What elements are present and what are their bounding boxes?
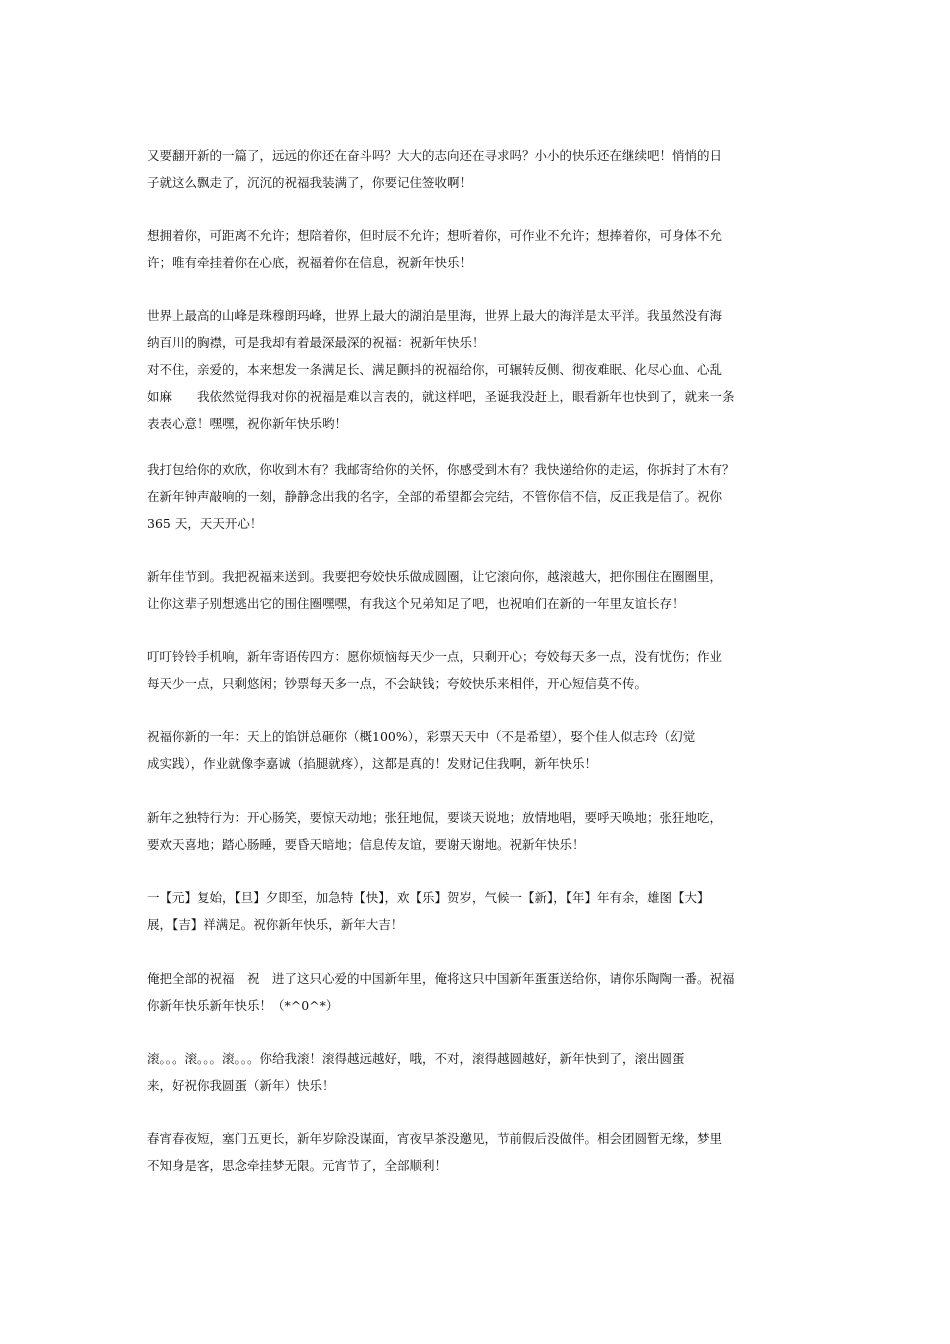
text-line: 不知身是客，思念牵挂梦无限。元宵节了，全部顺利！ xyxy=(147,1158,448,1173)
text-line: 对不住，亲爱的，本来想发一条满足长、满足颤抖的祝福给你，可辗转反侧、彻夜难眠、化尽心血、心乱 xyxy=(147,362,723,377)
paragraph-4 xyxy=(147,456,735,537)
text-line: 又要翻开新的一篇了，远远的你还在奋斗吗？大大的志向还在寻求吗？小小的快乐还在继续吧！悄悄的日 xyxy=(147,148,723,163)
text-line: 纳百川的胸襟，可是我却有着最深最深的祝福：祝新年快乐！ xyxy=(147,335,485,350)
text-line: 新年佳节到。我把祝福来送到。我要把夸姣快乐做成圆圈，让它滚向你，越滚越大，把你围住在圈圈里， xyxy=(147,569,723,584)
text-line: 365 天，天天开心！ xyxy=(147,516,263,531)
text-line: 祝福你新的一年：天上的馅饼总砸你（概100%），彩票天天中（不是希望），娶个佳人似志玲（幻觉 xyxy=(147,729,696,744)
text-line: 俺把全部的祝福 祝 进了这只心爱的中国新年里，俺将这只中国新年蛋蛋送给你，请你乐陶陶一番。祝福 xyxy=(147,971,735,986)
paragraph-6 xyxy=(147,643,722,697)
text-line: 在新年钟声敲响的一刻，静静念出我的名字，全部的希望都会完结，不管你信不信，反正我是信了。祝你 xyxy=(147,489,723,504)
paragraph-5 xyxy=(147,563,722,617)
paragraph-1 xyxy=(147,142,722,196)
text-line: 春宵春夜短，塞门五更长，新年岁除没谋面，宵夜早茶没邀见，节前假后没做伴。相会团圆暂无缘，梦里 xyxy=(147,1131,723,1146)
text-line: 我打包给你的欢欣，你收到木有？我邮寄给你的关怀，你感受到木有？我快递给你的走运，你拆封了木有？ xyxy=(147,462,735,477)
text-line: 新年之独特行为：开心肠笑，要惊天动地；张狂地侃，要谈天说地；放情地唱，要呼天唤地；张狂地吃， xyxy=(147,810,723,825)
text-line: 你新年快乐新年快乐！（*^0^*） xyxy=(147,998,339,1013)
text-line: 如麻 我依然觉得我对你的祝福是难以言表的，就这样吧，圣诞我没赶上，眼看新年也快到了，就来一条 xyxy=(147,389,735,404)
text-line: 滚。。。滚。。。滚。。。你给我滚！滚得越远越好，哦，不对，滚得越圆越好，新年快到了，滚出圆蛋 xyxy=(147,1051,685,1066)
paragraph-11 xyxy=(147,1045,685,1099)
text-line: 成实践），作业就像李嘉诚（掐腿就疼），这都是真的！发财记住我啊，新年快乐！ xyxy=(147,756,598,771)
text-line: 要欢天喜地；踏心肠睡，要昏天暗地；信息传友谊，要谢天谢地。祝新年快乐！ xyxy=(147,837,585,852)
paragraph-3 xyxy=(147,302,735,437)
text-line: 表表心意！嘿嘿，祝你新年快乐哟！ xyxy=(147,416,348,431)
text-line: 一【元】复始，【旦】夕即至，加急特【快】，欢【乐】贺岁，气候一【新】，【年】年有余，雄图【大】 xyxy=(147,890,710,905)
paragraph-9 xyxy=(147,884,710,938)
paragraph-12 xyxy=(147,1125,722,1179)
text-line: 想拥着你，可距离不允许；想陪着你，但时辰不允许；想听着你，可作业不允许；想捧着你，可身体不允 xyxy=(147,228,723,243)
paragraph-7 xyxy=(147,723,695,777)
paragraph-2 xyxy=(147,222,722,276)
text-line: 展，【吉】祥满足。祝你新年快乐，新年大吉！ xyxy=(147,917,404,932)
paragraph-10 xyxy=(147,965,735,1019)
text-line: 许；唯有牵挂着你在心底，祝福着你在信息，祝新年快乐！ xyxy=(147,255,473,270)
text-line: 子就这么飘走了，沉沉的祝福我装满了，你要记住签收啊！ xyxy=(147,175,473,190)
text-line: 叮叮铃铃手机响，新年寄语传四方：愿你烦恼每天少一点，只剩开心；夸姣每天多一点，没有忧伤；作业 xyxy=(147,649,723,664)
text-line: 世界上最高的山峰是珠穆朗玛峰，世界上最大的湖泊是里海，世界上最大的海洋是太平洋。我虽然没有海 xyxy=(147,308,723,323)
text-line: 每天少一点，只剩悠闲；钞票每天多一点，不会缺钱；夸姣快乐来相伴，开心短信莫不传。 xyxy=(147,676,648,691)
text-line: 让你这辈子别想逃出它的围住圈嘿嘿，有我这个兄弟知足了吧，也祝咱们在新的一年里友谊长存！ xyxy=(147,596,685,611)
paragraph-8 xyxy=(147,804,722,858)
text-line: 来，好祝你我圆蛋（新年）快乐！ xyxy=(147,1078,335,1093)
